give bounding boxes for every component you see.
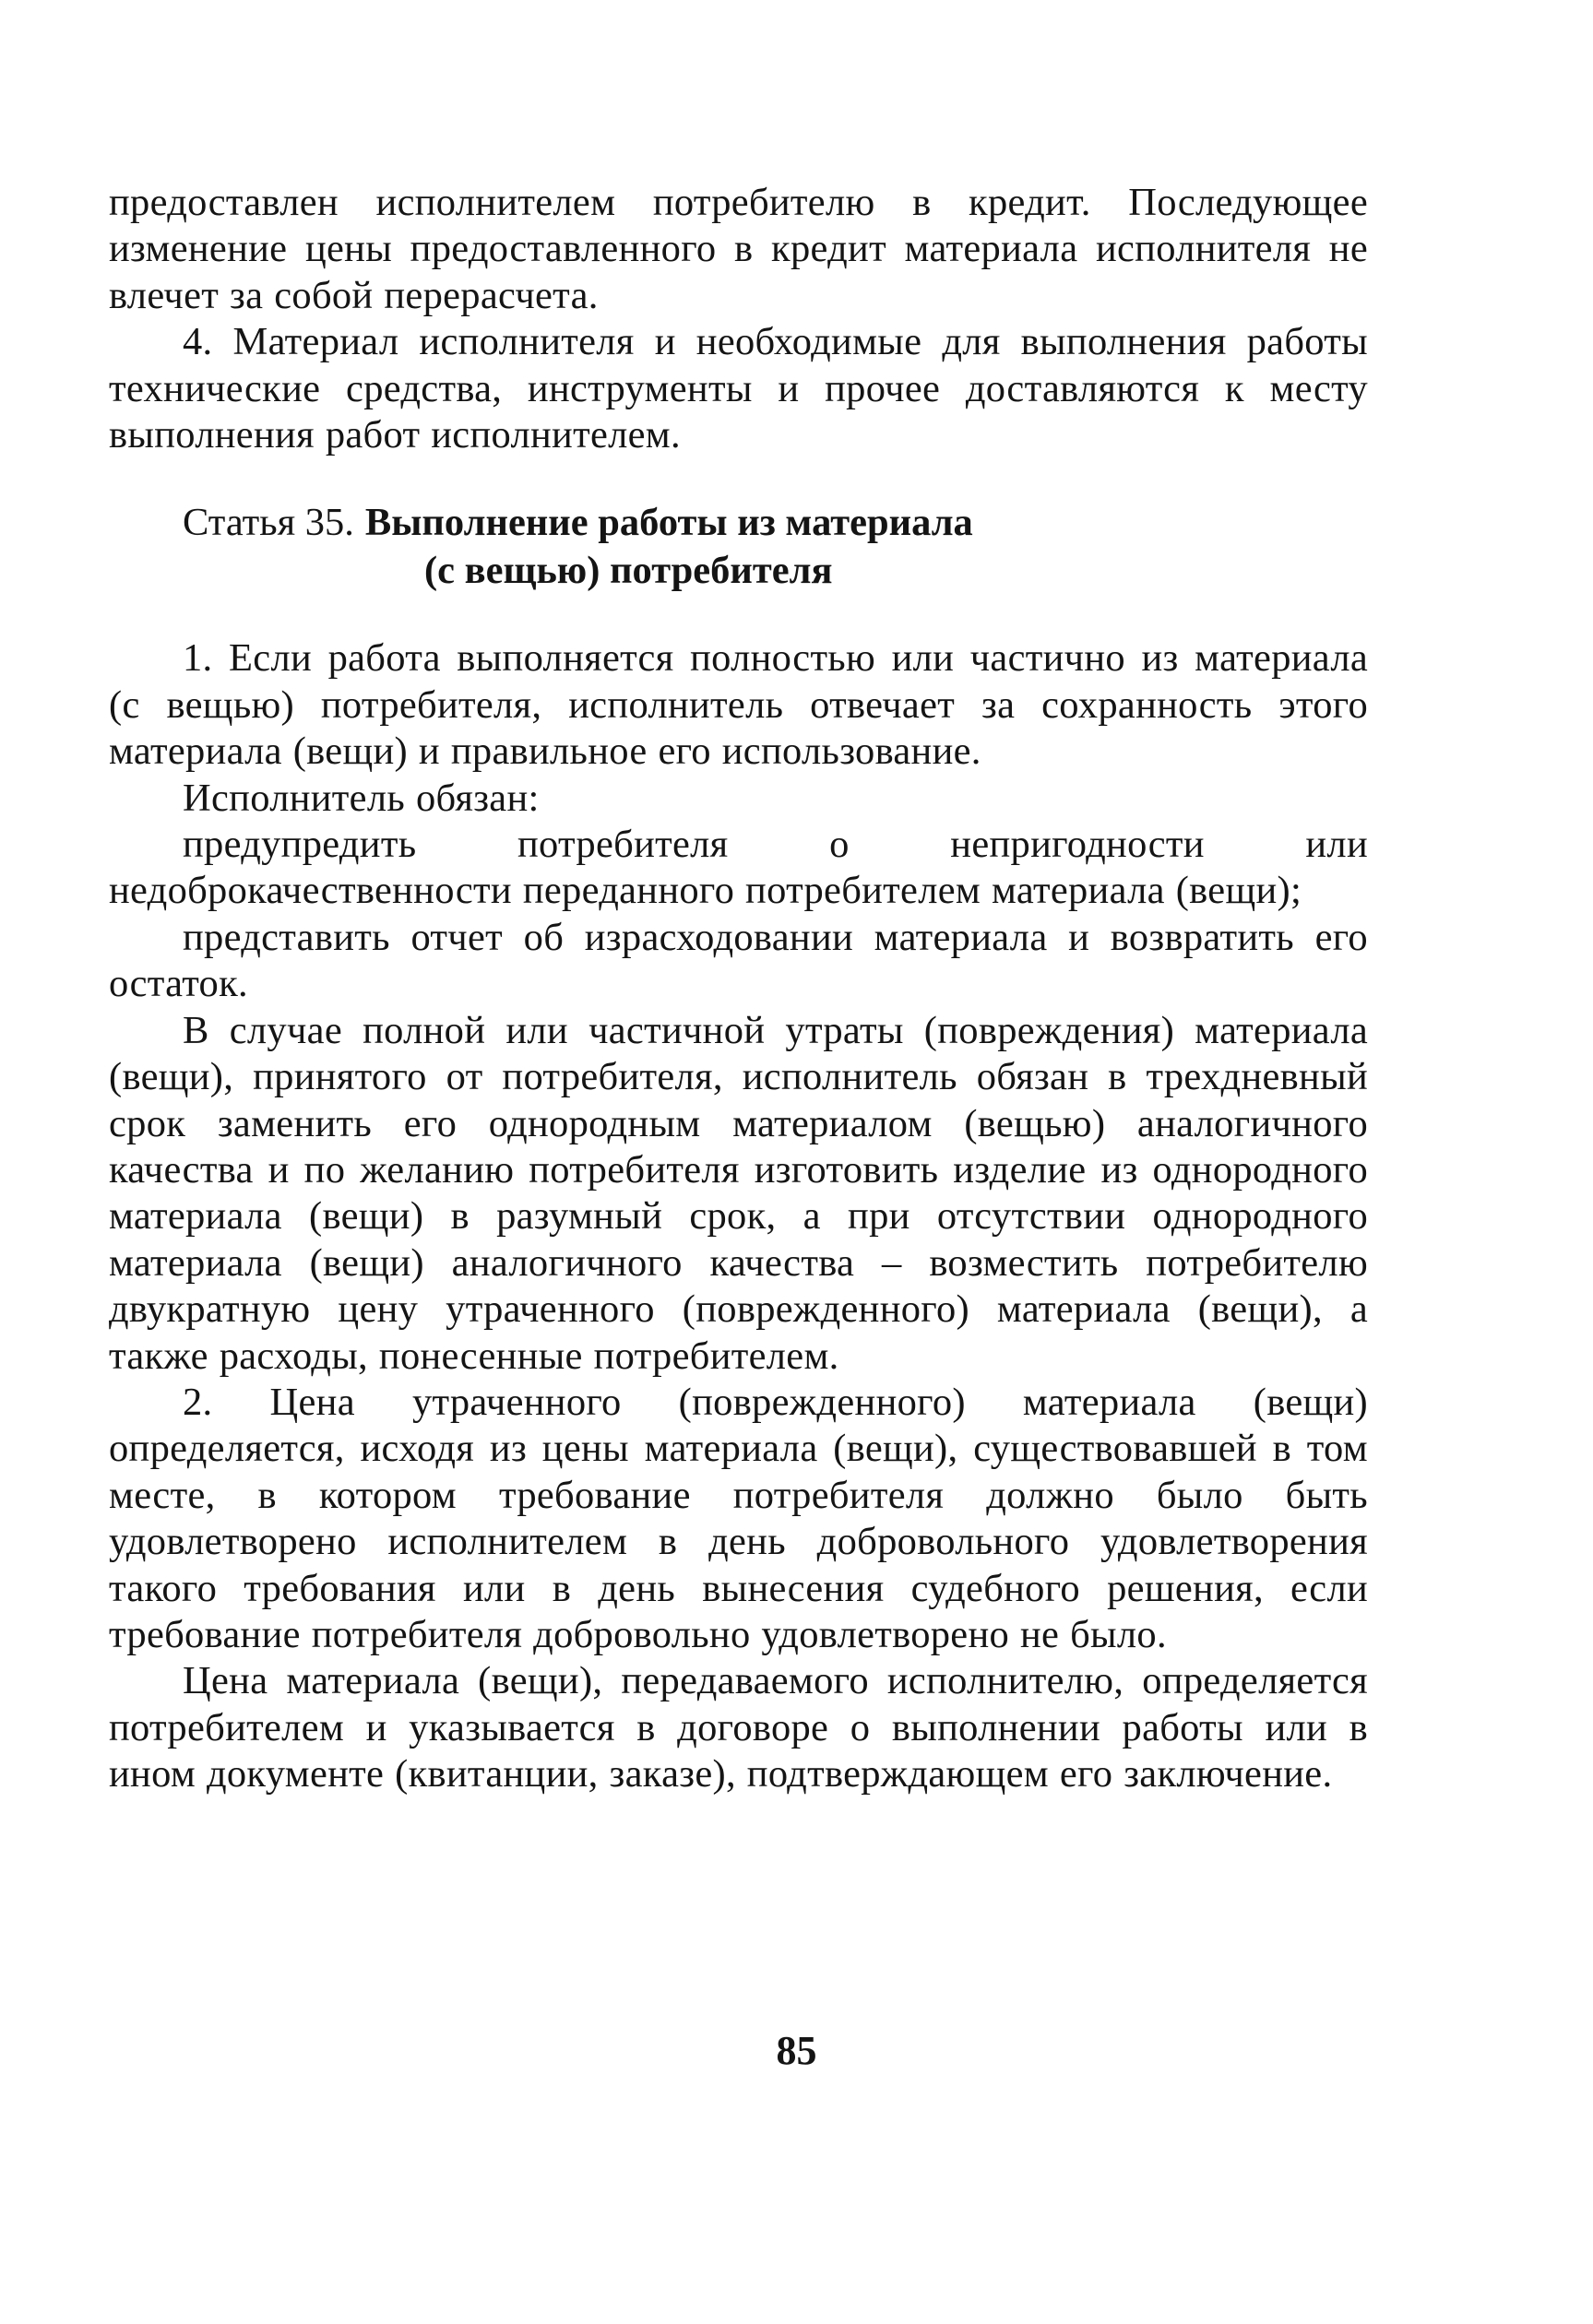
- paragraph-obligations-intro: Исполнитель обязан:: [183, 776, 540, 820]
- page-number: 85: [776, 2028, 817, 2073]
- paragraph-item-2: 2. Цена утраченного (поврежденного) материала (вещи) определяется, исходя из цены материала (вещи), существовавшей в том месте, в котором требование потребителя должно было быть удовлетворено исполнителем в день добровольного удовлетворения такого требования или в день вынесения судебного решения, если требование потребителя добровольно удовлетворено не было.: [109, 1380, 1368, 1656]
- paragraph-obligation-warn: предупредить потребителя о непригодности или недоброкачественности переданного потребителем материала (вещи);: [109, 823, 1368, 913]
- paragraph-item-4: 4. Материал исполнителя и необходимые для выполнения работы технические средства, инструменты и прочее доставляются к месту выполнения работ исполнителем.: [109, 320, 1368, 457]
- paragraph-price-determination: Цена материала (вещи), передаваемого исполнителю, определяется потребителем и указывается в договоре о выполнении работы или в ином документе (квитанции, заказе), подтверждающем его заключение.: [109, 1659, 1368, 1796]
- article-title-line2: (с вещью) потребителя: [424, 549, 833, 593]
- paragraph-loss-case: В случае полной или частичной утраты (повреждения) материала (вещи), принятого от потребителя, исполнитель обязан в трехдневный срок заменить его однородным материалом (вещью) аналогичного качества и по желанию потребителя изготовить изделие из однородного материала (вещи) в разумный срок, а при отсутствии однородного материала (вещи) аналогичного качества – возместить потребителю двукратную цену утраченного (поврежденного) материала (вещи), а также расходы, понесенные потребителем.: [109, 1008, 1368, 1378]
- paragraph-item-1: 1. Если работа выполняется полностью или частично из материала (с вещью) потребителя, исполнитель отвечает за сохранность этого материала (вещи) и правильное его использование.: [109, 636, 1368, 774]
- paragraph-continuation: предоставлен исполнителем потребителю в кредит. Последующее изменение цены предоставленного в кредит материала исполнителя не влечет за собой перерасчета.: [109, 181, 1368, 317]
- paragraph-obligation-report: представить отчет об израсходовании материала и возвратить его остаток.: [109, 915, 1368, 1006]
- article-title-line1: Выполнение работы из материала: [364, 501, 973, 545]
- article-number: Статья 35.: [183, 501, 354, 545]
- article-heading: [109, 499, 1368, 595]
- page-content: [109, 180, 1368, 1798]
